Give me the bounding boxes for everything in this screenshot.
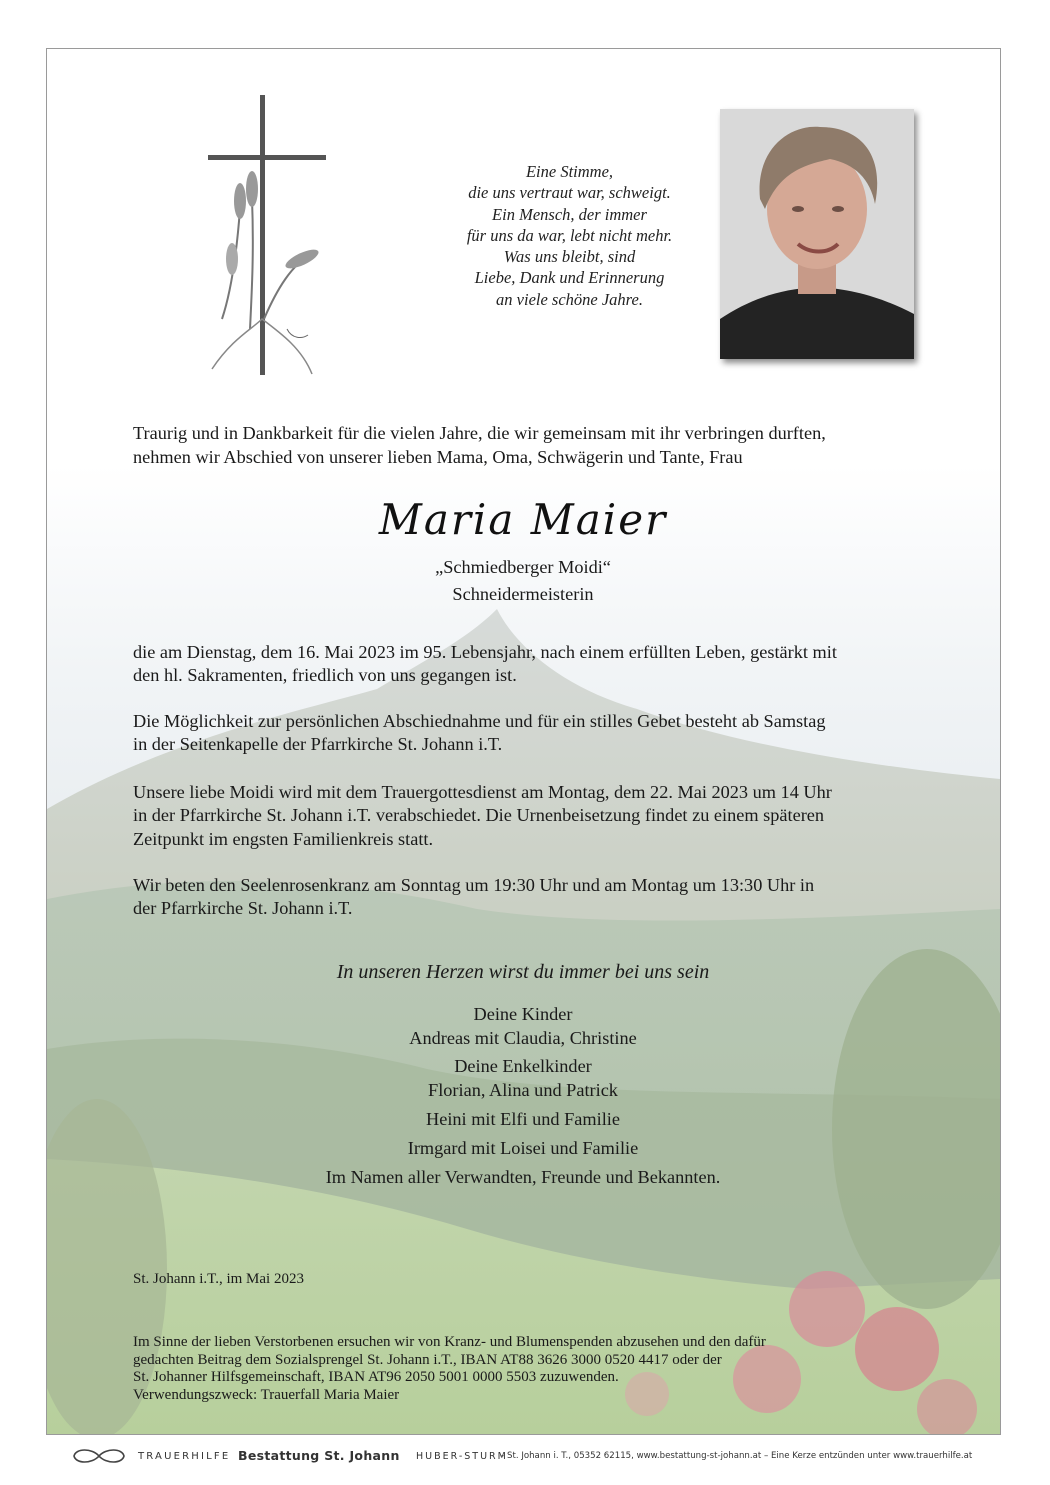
paragraph-line: Die Möglichkeit zur persönlichen Abschiednahme und für ein stilles Gebet besteht ab Samstag [133, 711, 826, 731]
donation-note [133, 1334, 933, 1404]
paragraph-death [133, 641, 923, 688]
family-line: Deine Enkelkinder [454, 1056, 592, 1076]
paragraph-line: den hl. Sakramenten, friedlich von uns gegangen ist. [133, 665, 517, 686]
deceased-name: Maria Maier [378, 495, 668, 544]
family-line: Deine Kinder [473, 1004, 573, 1024]
poem-line: Eine Stimme, [525, 162, 614, 181]
family-line: Im Namen aller Verwandten, Freunde und Bekannten. [325, 1167, 721, 1187]
footer [68, 1445, 1008, 1469]
deceased-nickname: „Schmiedberger Moidi“ [435, 557, 611, 577]
paragraph-line: der Pfarrkirche St. Johann i.T. [133, 898, 353, 919]
paragraph-service [133, 781, 923, 851]
poem-line: Was uns bleibt, sind [503, 247, 636, 267]
infinity-logo-icon [68, 1446, 130, 1466]
poem-line: Ein Mensch, der immer [492, 204, 647, 224]
family-heini [133, 1108, 913, 1132]
poem-line: Liebe, Dank und Erinnerung [474, 268, 665, 288]
motto: In unseren Herzen wirst du immer bei uns sein [336, 961, 710, 983]
poem-line: die uns vertraut war, schweigt. [468, 183, 671, 203]
note-line: St. Johanner Hilfsgemeinschaft, IBAN AT96 2050 5001 0000 5503 zuzuwenden. [133, 1369, 619, 1385]
paragraph-line: Unsere liebe Moidi wird mit dem Trauergottesdienst am Montag, dem 22. Mai 2023 um 14 Uhr [133, 782, 832, 802]
poem-line: an viele schöne Jahre. [496, 289, 643, 309]
family-line: Heini mit Elfi und Familie [426, 1109, 620, 1129]
paragraph-line: die am Dienstag, dem 16. Mai 2023 im 95. Lebensjahr, nach einem erfüllten Leben, gestärkt mit [133, 642, 837, 662]
family-line: Irmgard mit Loisei und Familie [407, 1138, 639, 1158]
deceased-profession: Schneidermeisterin [452, 584, 594, 604]
portrait-photo [720, 109, 914, 359]
intro-text [133, 421, 923, 469]
paragraph-line: Wir beten den Seelenrosenkranz am Sonntag um 19:30 Uhr und am Montag um 13:30 Uhr in [133, 875, 815, 895]
family-line: Florian, Alina und Patrick [428, 1079, 618, 1100]
paragraph-line: in der Pfarrkirche St. Johann i.T. verabschiedet. Die Urnenbeisetzung findet zu einem späteren [133, 805, 825, 826]
paragraph-rosary [133, 874, 923, 921]
paragraph-farewell [133, 710, 923, 757]
note-line: gedachten Beitrag dem Sozialsprengel St. Johann i.T., IBAN AT88 3626 3000 0520 4417 oder der [133, 1351, 722, 1368]
footer-brand-bestattung: Bestattung St. Johann [238, 1448, 400, 1463]
family-relatives [133, 1166, 913, 1190]
obituary-card [46, 48, 1001, 1435]
note-line: Verwendungszweck: Trauerfall Maria Maier [133, 1386, 400, 1403]
intro-line: Traurig und in Dankbarkeit für die vielen Jahre, die wir gemeinsam mit ihr verbringen durften, [133, 423, 826, 443]
family-grandchildren [133, 1055, 913, 1102]
footer-brand-trauerhilfe: TRAUERHILFE [138, 1451, 231, 1462]
poem-line: für uns da war, lebt nicht mehr. [466, 225, 673, 245]
place-date: St. Johann i.T., im Mai 2023 [133, 1271, 304, 1287]
paragraph-line: in der Seitenkapelle der Pfarrkirche St. Johann i.T. [133, 734, 503, 755]
footer-contact-info: – St. Johann i. T., 05352 62115, www.bestattung-st-johann.at – Eine Kerze entzünden unter www.trauerhilfe.at [500, 1451, 973, 1461]
poem [377, 161, 762, 310]
family-line: Andreas mit Claudia, Christine [409, 1027, 637, 1048]
intro-line: nehmen wir Abschied von unserer lieben Mama, Oma, Schwägerin und Tante, Frau [133, 447, 743, 467]
cross-with-wheat-icon [192, 89, 342, 389]
note-line: Im Sinne der lieben Verstorbenen ersuchen wir von Kranz- und Blumenspenden abzusehen und den dafür [133, 1334, 766, 1350]
paragraph-line: Zeitpunkt im engsten Familienkreis statt. [133, 828, 434, 849]
family-children [133, 1003, 913, 1050]
family-irmgard [133, 1137, 913, 1161]
footer-brand-huber-sturm: HUBER-STURM [416, 1451, 508, 1462]
